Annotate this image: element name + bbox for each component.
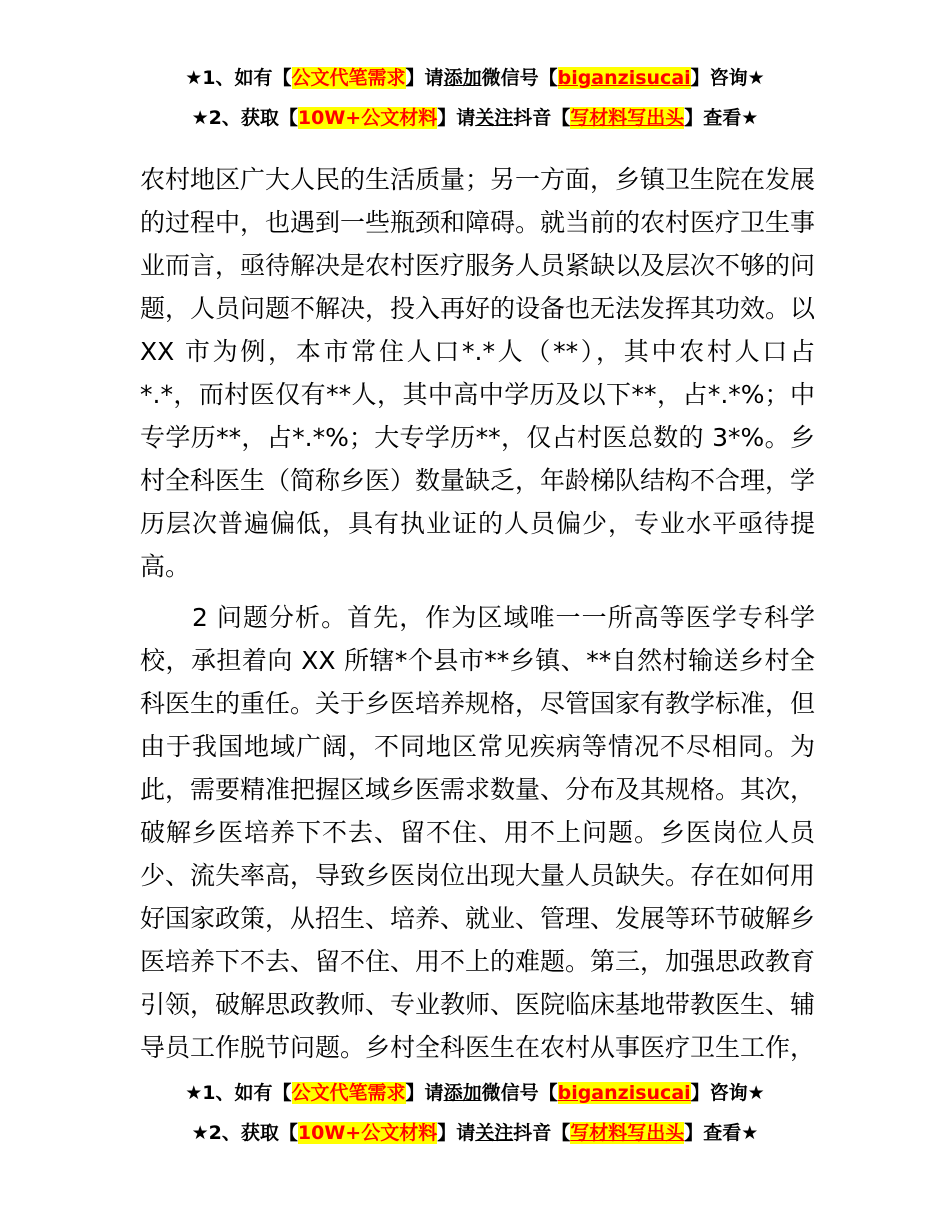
text-line: 由于我国地域广阔，不同地区常见疾病等情况不尽相同。为 — [140, 732, 815, 761]
text-line: *.*，而村医仅有**人，其中高中学历及以下**，占*.*%；中 — [140, 380, 815, 409]
text-line: 村全科医生（简称乡医）数量缺乏，年龄梯队结构不合理，学 — [140, 466, 816, 495]
promo-prefix: ★1、如有【 — [185, 67, 292, 89]
text-line: 历层次普遍偏低，具有执业证的人员偏少，专业水平亟待提 — [140, 509, 815, 538]
text-line: 导员工作脱节问题。乡村全科医生在农村从事医疗卫生工作， — [140, 1033, 816, 1062]
promo-text: 微信号【 — [481, 67, 558, 89]
highlighted-material-text: 10W+公文材料 — [297, 1122, 438, 1144]
follow-action-text: 关注 — [475, 1122, 514, 1144]
follow-action-text: 关注 — [475, 107, 514, 129]
paragraph-2 — [140, 596, 815, 1069]
promo-prefix: ★2、获取【 — [191, 1122, 298, 1144]
text-line: 高。 — [140, 552, 191, 581]
text-line: 医培养下不去、留不住、用不上的难题。第三，加强思政教育 — [140, 947, 816, 976]
promo-prefix: ★1、如有【 — [185, 1082, 292, 1104]
wechat-id-text: biganzisucai — [557, 1082, 691, 1104]
text-line: 的过程中，也遇到一些瓶颈和障碍。就当前的农村医疗卫生事 — [140, 208, 816, 237]
promo-line-2 — [0, 98, 950, 138]
promo-prefix: ★2、获取【 — [191, 107, 298, 129]
text-line: 引领，破解思政教师、专业教师、医院临床基地带教医生、辅 — [140, 990, 816, 1019]
promo-text: 抖音【 — [513, 1122, 571, 1144]
highlighted-service-text: 公文代笔需求 — [291, 67, 406, 89]
promo-line-3 — [0, 1073, 950, 1113]
highlighted-material-text: 10W+公文材料 — [297, 107, 438, 129]
promo-text: 】请 — [437, 107, 476, 129]
promo-text: 抖音【 — [513, 107, 571, 129]
text-line: 此，需要精准把握区域乡医需求数量、分布及其规格。其次， — [140, 775, 816, 804]
douyin-account-text: 写材料写出头 — [570, 107, 685, 129]
promo-header — [0, 58, 950, 138]
promo-suffix: 】咨询★ — [690, 67, 765, 89]
promo-suffix: 】查看★ — [684, 1122, 759, 1144]
text-line: 农村地区广大人民的生活质量；另一方面，乡镇卫生院在发展 — [140, 165, 816, 194]
paragraph-1 — [140, 158, 815, 588]
text-line: 少、流失率高，导致乡医岗位出现大量人员缺失。存在如何用 — [140, 861, 816, 890]
promo-text: 】请 — [405, 67, 444, 89]
promo-line-4 — [0, 1113, 950, 1153]
add-action-text: 添加 — [443, 1082, 482, 1104]
text-line: 题，人员问题不解决，投入再好的设备也无法发挥其功效。以 — [140, 294, 816, 323]
highlighted-service-text: 公文代笔需求 — [291, 1082, 406, 1104]
promo-suffix: 】咨询★ — [690, 1082, 765, 1104]
text-line: 专学历**，占*.*%；大专学历**，仅占村医总数的 3*%。乡 — [140, 423, 815, 452]
text-line: 科医生的重任。关于乡医培养规格，尽管国家有教学标准，但 — [140, 689, 816, 718]
document-body — [140, 158, 815, 1069]
text-line: XX 市为例，本市常住人口*.*人（**），其中农村人口占 — [140, 337, 815, 366]
promo-footer — [0, 1073, 950, 1153]
promo-text: 】请 — [437, 1122, 476, 1144]
wechat-id-text: biganzisucai — [557, 67, 691, 89]
promo-line-1 — [0, 58, 950, 98]
text-line: 破解乡医培养下不去、留不住、用不上问题。乡医岗位人员 — [140, 818, 815, 847]
text-line: 校，承担着向 XX 所辖*个县市**乡镇、**自然村输送乡村全 — [140, 646, 815, 675]
promo-text: 微信号【 — [481, 1082, 558, 1104]
promo-suffix: 】查看★ — [684, 107, 759, 129]
add-action-text: 添加 — [443, 67, 482, 89]
douyin-account-text: 写材料写出头 — [570, 1122, 685, 1144]
text-line: 好国家政策，从招生、培养、就业、管理、发展等环节破解乡 — [140, 904, 816, 933]
promo-text: 】请 — [405, 1082, 444, 1104]
text-line: 2 问题分析。首先，作为区域唯一一所高等医学专科学 — [192, 603, 815, 632]
text-line: 业而言，亟待解决是农村医疗服务人员紧缺以及层次不够的问 — [140, 251, 816, 280]
